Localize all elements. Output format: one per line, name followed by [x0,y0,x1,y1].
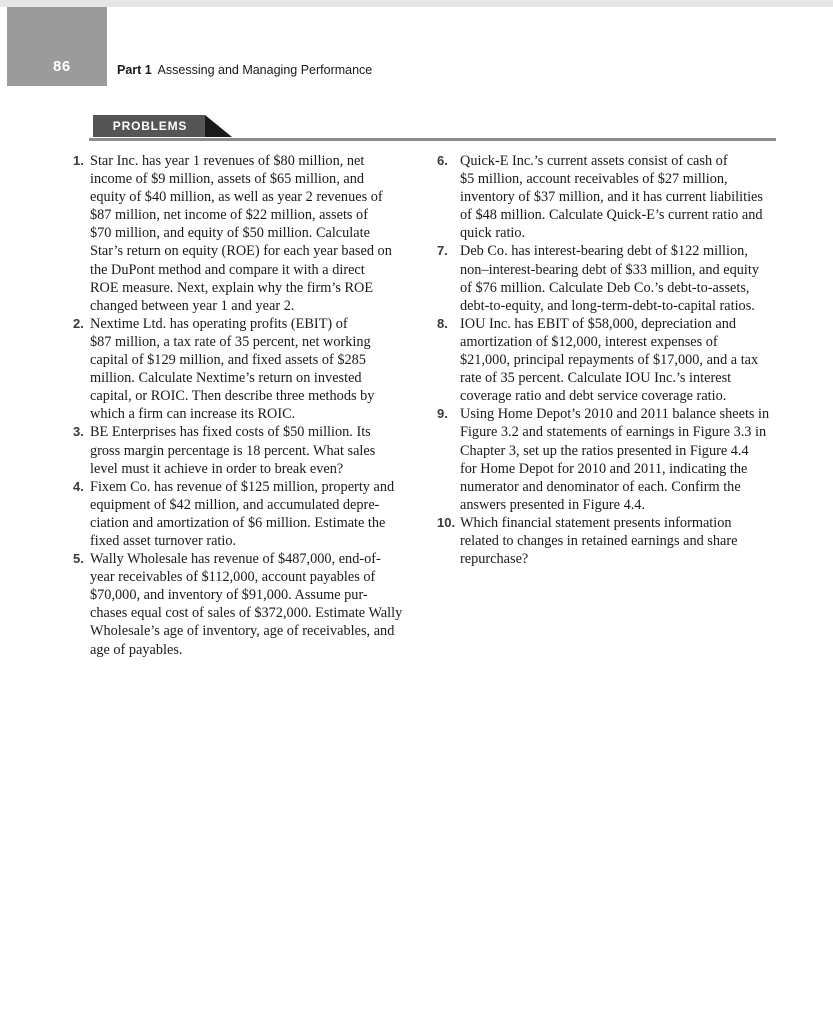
problem-text-line: changed between year 1 and year 2. [90,297,295,314]
problem-text-line: Figure 3.2 and statements of earnings in Figure 3.3 in [460,424,767,441]
problem-10 [437,514,783,568]
problem-text-line: chases equal cost of sales of $372,000. Estimate Wally [90,605,403,622]
problem-text-line: $5 million, account receivables of $27 million, [460,171,728,188]
problem-text-line: ciation and amortization of $6 million. Estimate the [90,514,386,531]
problem-2 [73,315,411,424]
problem-text-line: $21,000, principal repayments of $17,000, and a tax [460,352,759,369]
problem-text-line: million. Calculate Nextime’s return on invested [90,370,362,387]
problem-number: 10. [437,514,456,530]
problem-text-line: coverage ratio and debt service coverage ratio. [460,388,727,405]
problem-text-line: rate of 35 percent. Calculate IOU Inc.’s interest [460,370,732,387]
problem-text-line: Star’s return on equity (ROE) for each year based on [90,243,392,260]
problem-text-line: capital, or ROIC. Then describe three methods by [90,388,375,405]
problem-text-line: equity of $40 million, as well as year 2 revenues of [90,189,383,206]
problem-text-line: of $76 million. Calculate Deb Co.’s debt-to-assets, [460,279,750,296]
problems-column-right [437,152,783,568]
problem-text-line: $70 million, and equity of $50 million. Calculate [90,225,370,242]
problem-text-line: debt-to-equity, and long-term-debt-to-capital ratios. [460,297,755,314]
problem-text-line: Fixem Co. has revenue of $125 million, property and [90,478,395,495]
problem-number: 6. [437,153,448,168]
problem-9 [437,405,783,514]
problem-number: 7. [437,243,448,259]
problem-text-line: repurchase? [460,551,529,568]
problem-text-line: fixed asset turnover ratio. [90,532,237,549]
top-band [0,0,833,7]
running-head [117,63,372,77]
problem-text-line: level must it achieve in order to break even? [90,460,344,477]
problem-text-line: Chapter 3, set up the ratios presented in Figure 4.4 [460,442,749,459]
problem-text-line: Wholesale’s age of inventory, age of receivables, and [90,623,395,640]
problem-text-line: equipment of $42 million, and accumulated depre- [90,496,380,513]
problem-1 [73,152,411,315]
problem-text-line: Star Inc. has year 1 revenues of $80 million, net [90,153,365,169]
problem-text-line: of $48 million. Calculate Quick-E’s current ratio and [460,207,763,224]
problem-text-line: the DuPont method and compare it with a direct [90,261,365,278]
problem-text-line: related to changes in retained earnings and share [460,532,738,549]
problem-number: 5. [73,551,84,567]
page-number: 86 [53,58,71,75]
problem-number: 8. [437,315,448,331]
problem-3 [73,423,411,477]
problem-4 [73,478,411,550]
problem-text-line: Nextime Ltd. has operating profits (EBIT) of [90,315,348,332]
problem-6 [437,152,783,242]
problem-text-line: $87 million, a tax rate of 35 percent, net working [90,333,371,350]
problems-column-left [73,152,411,659]
problem-number: 4. [73,478,84,494]
problem-5 [73,550,411,659]
problem-number: 2. [73,315,84,331]
part-label: Part 1 [117,63,152,77]
problem-text-line: year receivables of $112,000, account payables of [90,569,376,586]
problem-text-line: BE Enterprises has fixed costs of $50 million. Its [90,424,371,441]
section-title: PROBLEMS [93,115,205,137]
problem-7 [437,242,783,314]
problem-text-line: $87 million, net income of $22 million, assets of [90,207,368,224]
problem-text-line: age of payables. [90,641,183,658]
problem-number: 1. [73,153,84,168]
problem-text-line: ROE measure. Next, explain why the firm’s ROE [90,279,374,296]
problem-text-line: Which financial statement presents information [460,514,732,531]
problem-text-line: Wally Wholesale has revenue of $487,000, end-of- [90,551,381,568]
problem-text-line: for Home Depot for 2010 and 2011, indicating the [460,460,748,477]
problem-text-line: answers presented in Figure 4.4. [460,496,646,513]
problem-text-line: Deb Co. has interest-bearing debt of $122 million, [460,243,748,260]
problem-text-line: which a firm can increase its ROIC. [90,406,296,423]
problem-text-line: Quick-E Inc.’s current assets consist of cash of [460,153,728,169]
problem-text-line: inventory of $37 million, and it has current liabilities [460,189,763,206]
problem-text-line: non–interest-bearing debt of $33 million, and equity [460,261,759,278]
problem-number: 9. [437,406,448,422]
problem-text-line: IOU Inc. has EBIT of $58,000, depreciation and [460,315,737,332]
problem-8 [437,315,783,405]
problem-text-line: numerator and denominator of each. Confirm the [460,478,741,495]
problem-text-line: Using Home Depot’s 2010 and 2011 balance sheets in [460,406,770,423]
problem-text-line: income of $9 million, assets of $65 million, and [90,171,364,188]
problem-number: 3. [73,424,84,440]
section-rule [89,138,776,141]
problem-text-line: quick ratio. [460,225,526,242]
part-title: Assessing and Managing Performance [157,63,373,77]
problem-text-line: gross margin percentage is 18 percent. What sales [90,442,376,459]
problem-text-line: capital of $129 million, and fixed assets of $285 [90,352,366,369]
problem-text-line: amortization of $12,000, interest expenses of [460,333,718,350]
problem-text-line: $70,000, and inventory of $91,000. Assume pur- [90,587,368,604]
section-tab-triangle [205,115,232,137]
